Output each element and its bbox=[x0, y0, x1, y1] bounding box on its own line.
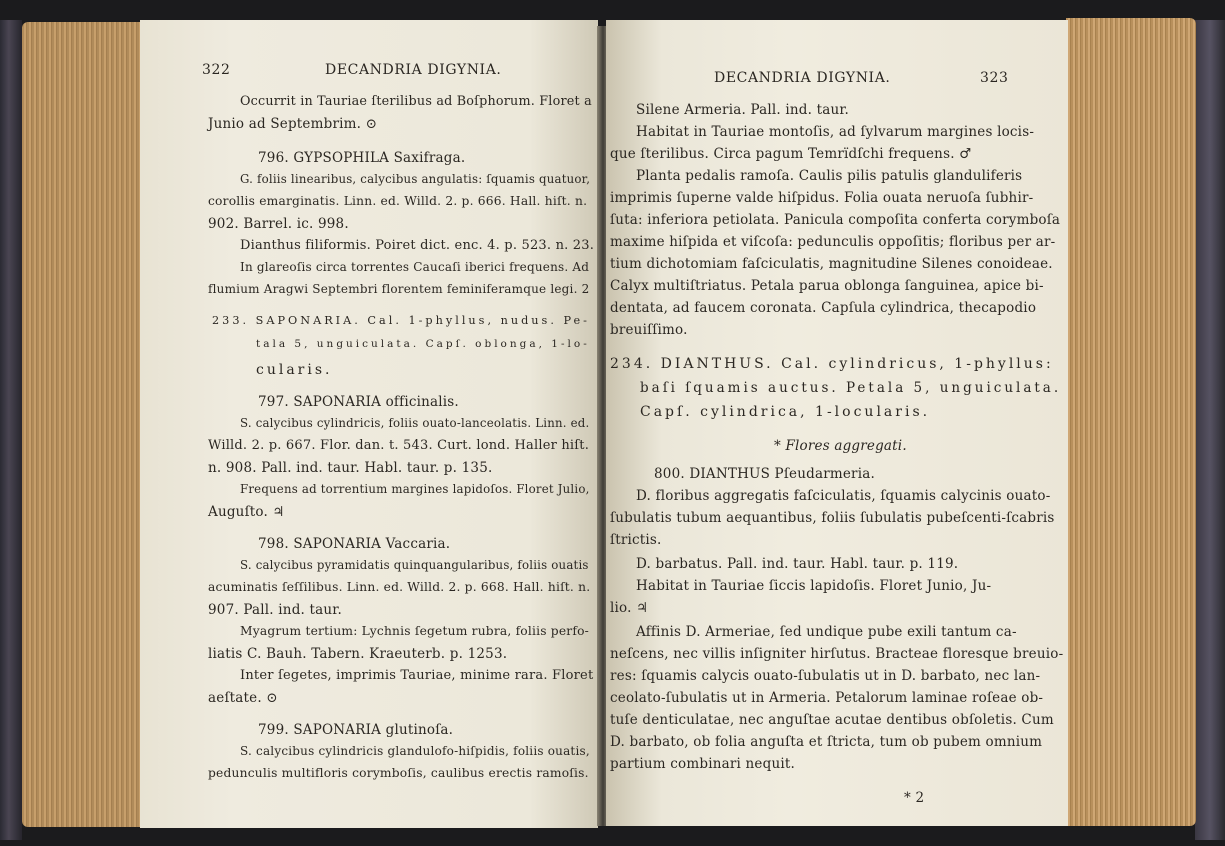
text-line: 902. Barrel. ic. 998. bbox=[208, 216, 349, 232]
left-page bbox=[140, 20, 598, 828]
text-line: lio. ♃ bbox=[610, 600, 649, 616]
text-line: ceolato-ſubulatis ut in Armeria. Petalorum laminae roſeae ob- bbox=[610, 690, 1044, 706]
text-line: pedunculis multifloris corymboſis, caulibus erectis ramoſis. bbox=[208, 766, 589, 780]
genus-description: Capſ. cylindrica, 1-locularis. bbox=[640, 404, 931, 420]
text-line: Occurrit in Tauriae ſterilibus ad Boſphorum. Floret a bbox=[240, 94, 592, 109]
text-line: S. calycibus cylindricis, foliis ouato-lanceolatis. Linn. ed. bbox=[240, 416, 590, 430]
genus-description: baſi ſquamis auctus. Petala 5, unguiculata. bbox=[640, 380, 1062, 396]
page-block-right bbox=[1066, 18, 1196, 826]
text-line: Habitat in Tauriae ſiccis lapidoſis. Floret Junio, Ju- bbox=[636, 578, 992, 594]
text-line: S. calycibus pyramidatis quinquangularibus, foliis ouatis bbox=[240, 558, 589, 572]
genus-heading: 234. DIANTHUS. Cal. cylindricus, 1-phyllus: bbox=[610, 356, 1054, 372]
text-line: 907. Pall. ind. taur. bbox=[208, 602, 342, 618]
section-heading: * Flores aggregati. bbox=[774, 438, 907, 454]
text-line: Inter ſegetes, imprimis Tauriae, minime rara. Floret bbox=[240, 668, 594, 683]
text-line: Dianthus filiformis. Poiret dict. enc. 4. p. 523. n. 23. bbox=[240, 238, 595, 253]
species-heading: 797. SAPONARIA officinalis. bbox=[258, 394, 459, 410]
text-line: In glareoſis circa torrentes Caucaſi iberici frequens. Ad bbox=[240, 260, 590, 274]
text-line: Affinis D. Armeriae, ſed undique pube exili tantum ca- bbox=[636, 624, 1017, 640]
text-line: Habitat in Tauriae montoſis, ad ſylvarum margines locis- bbox=[636, 124, 1035, 140]
text-line: breuiſſimo. bbox=[610, 322, 688, 338]
text-line: Planta pedalis ramoſa. Caulis pilis patulis glanduliferis bbox=[636, 168, 1023, 184]
text-line: partium combinari nequit. bbox=[610, 756, 795, 772]
text-line: aeſtate. ⊙ bbox=[208, 690, 278, 706]
text-line: ſtrictis. bbox=[610, 532, 662, 548]
species-heading: 799. SAPONARIA glutinoſa. bbox=[258, 722, 454, 738]
text-line: G. foliis linearibus, calycibus angulatis: ſquamis quatuor, bbox=[240, 172, 591, 186]
text-line: Frequens ad torrentium margines lapidoſos. Floret Julio, bbox=[240, 482, 590, 496]
text-line: Junio ad Septembrim. ⊙ bbox=[208, 116, 378, 132]
text-line: ſubulatis tubum aequantibus, foliis ſubulatis pubeſcenti-ſcabris bbox=[610, 510, 1055, 526]
text-line: Calyx multiſtriatus. Petala parua oblonga ſanguinea, apice bi- bbox=[610, 278, 1044, 294]
genus-description: cularis. bbox=[256, 362, 333, 378]
text-line: Silene Armeria. Pall. ind. taur. bbox=[636, 102, 850, 118]
running-head: DECANDRIA DIGYNIA. bbox=[325, 62, 502, 78]
running-head: DECANDRIA DIGYNIA. bbox=[714, 70, 891, 86]
text-line: n. 908. Pall. ind. taur. Habl. taur. p. 135. bbox=[208, 460, 493, 476]
text-line: imprimis ſuperne valde hiſpidus. Folia ouata neruoſa ſubhir- bbox=[610, 190, 1034, 206]
text-line: maxime hiſpida et viſcoſa: pedunculis oppoſitis; floribus per ar- bbox=[610, 234, 1056, 250]
right-page bbox=[606, 20, 1068, 826]
species-heading: 796. GYPSOPHILA Saxifraga. bbox=[258, 150, 466, 166]
text-line: Willd. 2. p. 667. Flor. dan. t. 543. Curt. lond. Haller hiſt. bbox=[208, 438, 590, 453]
species-heading: 800. DIANTHUS Pſeudarmeria. bbox=[654, 466, 875, 482]
text-line: Auguſto. ♃ bbox=[208, 504, 285, 520]
signature-mark: * 2 bbox=[904, 790, 925, 806]
text-line: que ſterilibus. Circa pagum Temrïdſchi frequens. ♂ bbox=[610, 146, 972, 162]
cover-marbled-left bbox=[0, 20, 22, 840]
text-line: S. calycibus cylindricis glandulofo-hiſpidis, foliis ouatis, bbox=[240, 744, 590, 758]
genus-heading: 233. SAPONARIA. Cal. 1-phyllus, nudus. Pe- bbox=[212, 314, 590, 327]
text-line: Myagrum tertium: Lychnis ſegetum rubra, foliis perfo- bbox=[240, 624, 590, 638]
cover-marbled-right bbox=[1195, 20, 1225, 840]
text-line: liatis C. Bauh. Tabern. Kraeuterb. p. 1253. bbox=[208, 646, 508, 662]
species-heading: 798. SAPONARIA Vaccaria. bbox=[258, 536, 451, 552]
text-line: D. barbatus. Pall. ind. taur. Habl. taur. p. 119. bbox=[636, 556, 959, 572]
page-block-left bbox=[22, 22, 142, 827]
text-line: acuminatis ſeſſilibus. Linn. ed. Willd. 2. p. 668. Hall. hiſt. n. bbox=[208, 580, 591, 594]
text-line: dentata, ad faucem coronata. Capſula cylindrica, thecapodio bbox=[610, 300, 1037, 316]
text-line: D. barbato, ob folia anguſta et ſtricta, tum ob pubem omnium bbox=[610, 734, 1043, 750]
genus-description: tala 5, unguiculata. Capſ. oblonga, 1-lo- bbox=[256, 338, 590, 350]
text-line: ſuta: inferiora petiolata. Panicula compoſita conferta corymboſa bbox=[610, 212, 1061, 228]
text-line: tium dichotomiam faſciculatis, magnitudine Silenes conoideae. bbox=[610, 256, 1053, 272]
text-line: tuſe denticulatae, nec anguſtae acutae dentibus obſoletis. Cum bbox=[610, 712, 1054, 728]
text-line: neſcens, nec villis inſigniter hirſutus. Bracteae floresque breuio- bbox=[610, 646, 1064, 662]
text-line: D. floribus aggregatis faſciculatis, ſquamis calycinis ouato- bbox=[636, 488, 1051, 504]
text-line: flumium Aragwi Septembri florentem feminiferamque legi. 2 bbox=[208, 282, 590, 296]
text-line: res: ſquamis calycis ouato-ſubulatis ut in D. barbato, nec lan- bbox=[610, 668, 1041, 684]
page-number: 323 bbox=[980, 70, 1009, 86]
text-line: corollis emarginatis. Linn. ed. Willd. 2. p. 666. Hall. hiſt. n. bbox=[208, 194, 588, 208]
page-number: 322 bbox=[202, 62, 231, 78]
